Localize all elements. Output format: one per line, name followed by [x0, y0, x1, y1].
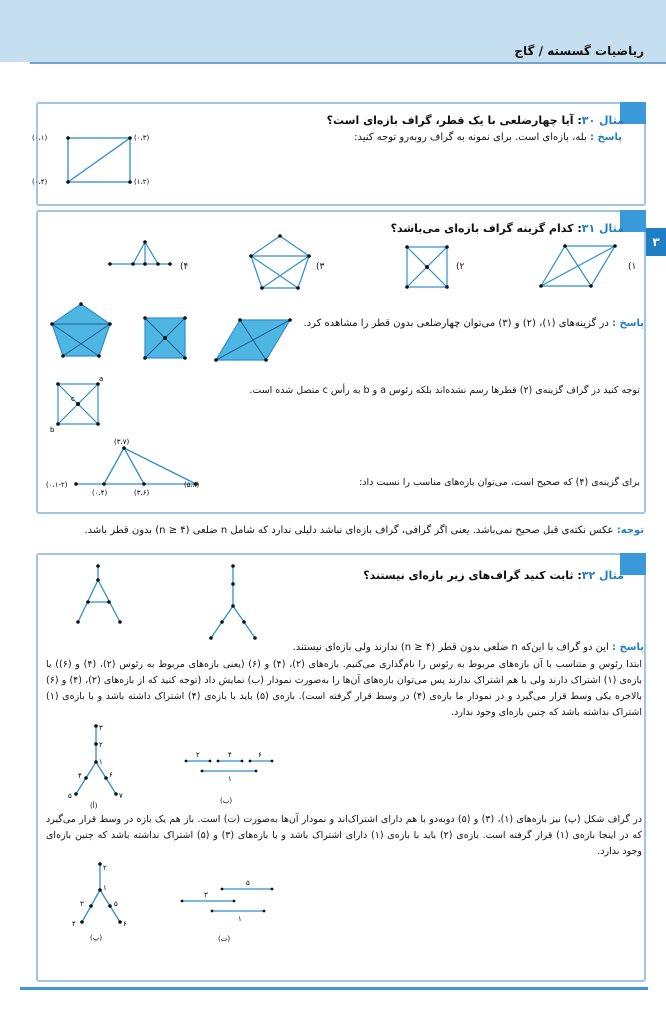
example-31-title — [391, 222, 624, 235]
answer-label: پاسخ : — [611, 318, 644, 329]
interval-label: ۱ — [238, 915, 242, 923]
figure-caption: (ت) — [218, 935, 231, 943]
node-label: ۳ — [99, 724, 103, 732]
note-line — [84, 525, 644, 536]
interval-label: (۰،۴) — [92, 489, 108, 497]
answer-text: در گزینه‌های (۱)، (۲) و (۳) می‌توان چهارضلعی بدون قطر را مشاهده کرد. — [303, 318, 609, 329]
ex31-note-text: توجه کنید در گراف گزینه‌ی (۲) قطرها رسم نشده‌اند بلکه رئوس a و b به رأس c متصل شده است. — [249, 385, 640, 396]
interval-label: ۳ — [204, 891, 208, 899]
abc-square-graph — [48, 374, 110, 436]
vertex-label: (۰،۴) — [32, 178, 48, 186]
example-32-title — [363, 569, 624, 582]
option-4-graph — [108, 238, 178, 270]
ex32-graph-1 — [72, 562, 132, 632]
filled-square-graph — [140, 314, 190, 364]
interval-label: ۶ — [258, 751, 262, 759]
option-3-label: (۳ — [316, 262, 325, 272]
page-bottom-rule — [20, 987, 648, 990]
filled-pentagon-graph — [46, 300, 116, 360]
ex31-intervals-text: برای گزینه‌ی (۴) که صحیح است، می‌توان بازه‌های مناسب را نسبت داد: — [359, 477, 640, 488]
answer-text: بله، بازه‌ای است. برای نمونه به گراف روبه‌رو توجه کنید: — [354, 132, 587, 143]
figure-caption: (أ) — [90, 802, 98, 810]
node-label: ۴ — [72, 920, 76, 928]
vertex-label-c: c — [71, 395, 75, 403]
vertex — [66, 136, 70, 140]
example-30-answer — [354, 132, 622, 143]
option-1-graph — [535, 240, 625, 290]
ex32-paragraph-1: ابتدا رئوس و متناسب با آن بازه‌های مربوط به رئوس را نام‌گذاری می‌کنیم. بازه‌های (۲)، (۴) و (۶) (یعنی بازه‌های مربوط به رئوس (۲)، (۴) و (۶)) با بازه‌ی (۱) اشتراک دارند ولی با هم اشتراک ندارند پس می‌توان بازه‌های آن‌ها را به‌صورت نمودار (ب) نمایش داد (توجه کنید که از بازه‌های (۲)، (۴) و (۶) بالاخره یکی وسط قرار می‌گیرد و در نمودار ما بازه‌ی (۴) در وسط قرار گرفته است). بازه‌ی (۵) باید با بازه‌ی (۴) اشتراک داشته باشد و با بازه‌ی (۱) اشتراک نداشته باشد که چنین بازه‌ای وجود ندارد. — [46, 659, 643, 718]
example-question: : کدام گزینه گراف بازه‌ای می‌باشد؟ — [390, 222, 582, 235]
vertex-label: (۰،۳) — [134, 134, 150, 142]
example-32-answer — [293, 642, 644, 653]
example-question: : آیا چهارضلعی با یک قطر، گراف بازه‌ای است؟ — [326, 114, 582, 127]
chapter-tab: ۳ — [646, 228, 666, 256]
interval-label: (۰،۱-۲) — [46, 481, 68, 489]
interval-label: (۳،۶) — [134, 489, 150, 497]
interval-label: ۲ — [196, 751, 200, 759]
vertex-label: (۱،۲) — [134, 178, 150, 186]
node-label: ۱ — [103, 884, 107, 892]
header-rule — [30, 62, 666, 64]
node-label: ۴ — [78, 772, 82, 780]
node-label: ۵ — [68, 792, 72, 800]
vertex — [128, 180, 132, 184]
interval-label: (۳،۷) — [114, 438, 130, 446]
example-question: : ثابت کنید گراف‌های زیر بازه‌ای نیستند؟ — [363, 569, 582, 582]
diagonal-edge — [68, 138, 130, 182]
node-label: ۶ — [109, 771, 113, 779]
figure-be — [180, 745, 280, 805]
node-label: ۲ — [103, 864, 107, 872]
node-label: ۳ — [80, 900, 84, 908]
interval-label: (۵،۸) — [184, 481, 200, 489]
vertex-label-a: a — [99, 375, 104, 383]
example-number: مثال ۳۲ — [581, 569, 624, 582]
ex32-paragraph-2: در گراف شکل (پ) نیز بازه‌های (۱)، (۳) و (۵) دوبه‌دو با هم دارای اشتراک‌اند و نمودار آن‌ها به‌صورت (ت) است. باز هم یک بازه در وسط قرار می‌گیرد که در اینجا بازه‌ی (۱) قرار گرفته است. بازه‌ی (۲) باید با بازه‌ی (۱) دارای اشتراک باشد و با بازه‌های (۳) و (۵) اشتراک نداشته باشد که چنین بازه‌ای وجود ندارد. — [46, 814, 643, 857]
ex30-graph — [30, 128, 170, 198]
node-label: ۱ — [99, 758, 103, 766]
example-number: مثال ۳۰ — [581, 114, 624, 127]
diagonal-edge — [565, 246, 591, 286]
figure-alef — [68, 722, 128, 810]
node-label: ۲ — [99, 741, 103, 749]
node-label: ۶ — [123, 920, 127, 928]
node-label: ۷ — [119, 792, 123, 800]
figure-caption: (پ) — [90, 934, 103, 942]
answer-label: پاسخ : — [611, 642, 644, 653]
answer-label: پاسخ : — [589, 132, 622, 143]
option-2-graph — [402, 243, 452, 293]
option-4-interval-graph — [46, 438, 216, 498]
figure-pe — [72, 860, 136, 948]
figure-te — [176, 875, 286, 945]
interval-label: ۴ — [228, 751, 232, 759]
book-title: ریاضیات گسسته / گاج — [514, 44, 644, 58]
ex32-graph-2 — [205, 562, 265, 644]
vertex — [128, 136, 132, 140]
answer-text: این دو گراف با این‌که n ضلعی بدون قطر (n ≥ ۴) ندارند ولی بازه‌ای نیستند. — [292, 642, 609, 653]
option-1-label: (۱ — [628, 262, 637, 272]
vertex-label: (۰،۱) — [32, 134, 48, 142]
example-number: مثال ۳۱ — [581, 222, 624, 235]
example-31-answer — [303, 318, 644, 329]
example-30-title — [327, 114, 624, 127]
vertex — [66, 180, 70, 184]
note-text: عکس نکته‌ی قبل صحیح نمی‌باشد. یعنی اگر گرافی، گراف بازه‌ای نباشد دلیلی ندارد که شامل n ضلعی (n ≥ ۴) بدون قطر باشد. — [84, 525, 614, 536]
node-label: ۵ — [114, 900, 118, 908]
interval-label: ۱ — [228, 775, 232, 783]
vertex-label-b: b — [50, 426, 55, 434]
interval-label: ۵ — [246, 879, 250, 887]
figure-caption: (ب) — [220, 797, 233, 805]
filled-parallelogram-graph — [210, 316, 300, 366]
option-4-label: (۴ — [180, 262, 189, 272]
option-3-graph — [245, 232, 315, 292]
note-label: توجه: — [616, 525, 644, 536]
option-2-label: (۲ — [456, 262, 465, 272]
